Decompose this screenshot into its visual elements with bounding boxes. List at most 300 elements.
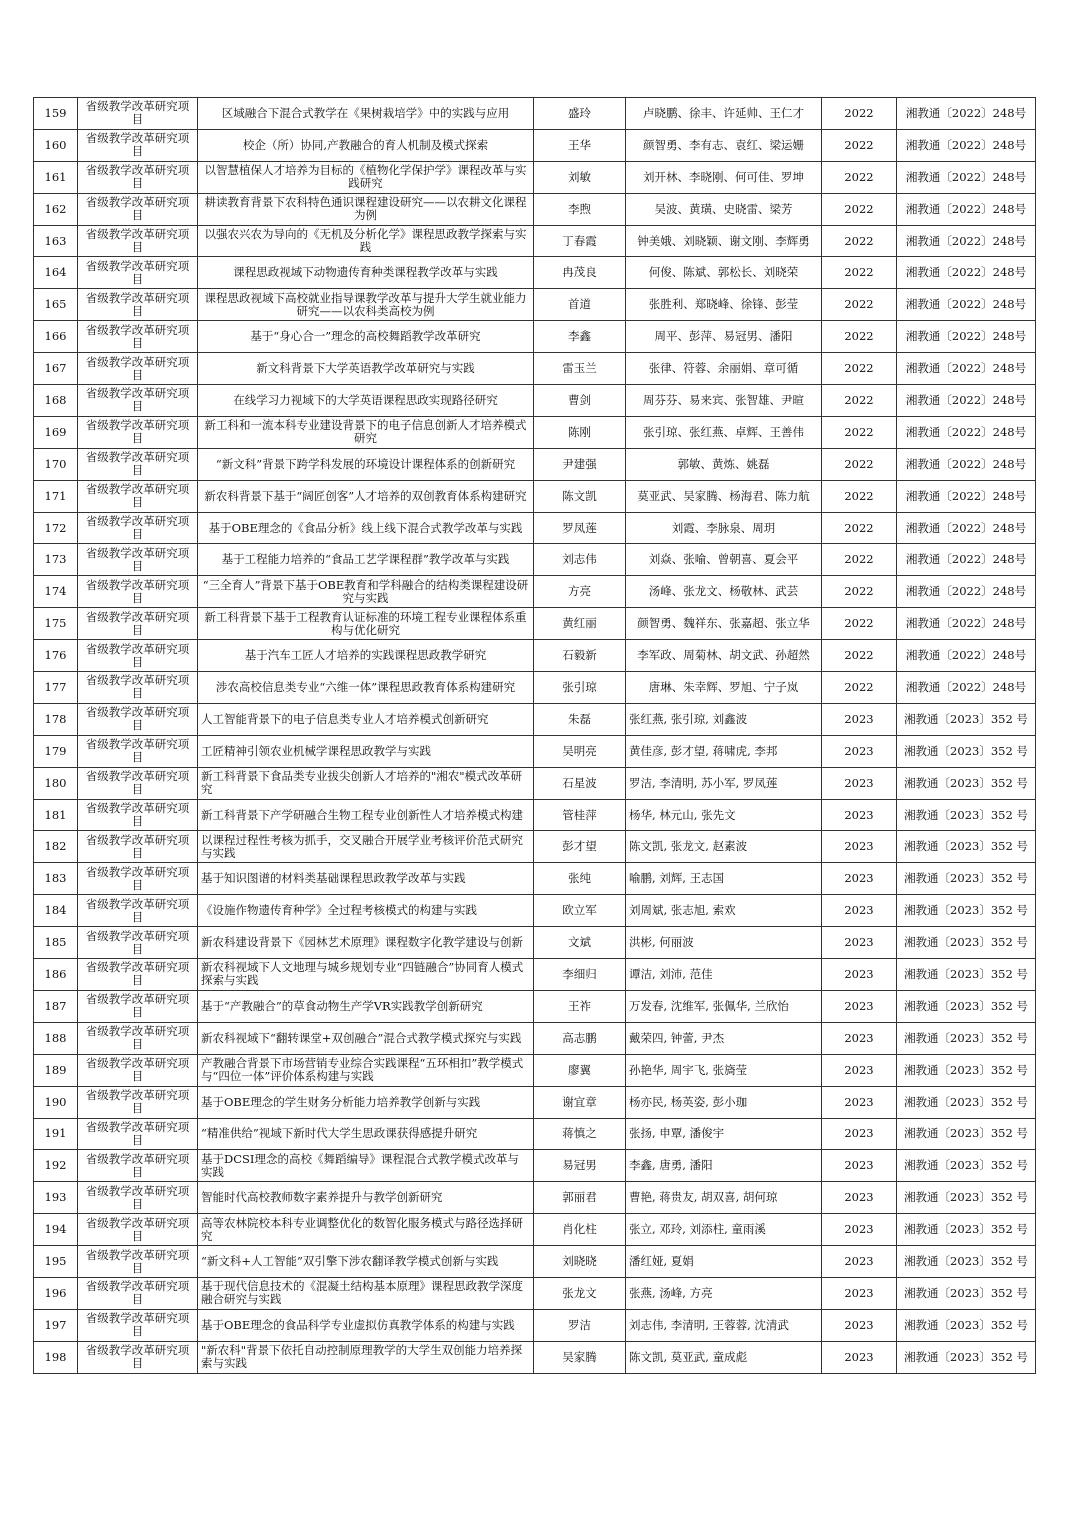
project-members: 李鑫, 唐勇, 潘阳 xyxy=(626,1150,822,1182)
project-leader: 张龙文 xyxy=(534,1277,626,1309)
document-number: 湘教通〔2023〕352 号 xyxy=(897,1214,1036,1246)
row-number: 171 xyxy=(34,480,78,512)
project-members: 郭敏、黄炼、姚磊 xyxy=(626,448,822,480)
project-leader: 方亮 xyxy=(534,576,626,608)
project-members: 周芬芬、易来宾、张智雄、尹暄 xyxy=(626,385,822,417)
project-title: "新农科"背景下依托自动控制原理教学的大学生双创能力培养探索与实践 xyxy=(198,1341,534,1373)
approval-year: 2023 xyxy=(822,1150,897,1182)
project-title: 人工智能背景下的电子信息类专业人才培养模式创新研究 xyxy=(198,703,534,735)
row-number: 193 xyxy=(34,1182,78,1214)
project-category: 省级教学改革研究项目 xyxy=(78,831,198,863)
row-number: 186 xyxy=(34,959,78,991)
table-row xyxy=(34,129,1036,161)
table-row xyxy=(34,1277,1036,1309)
row-number: 170 xyxy=(34,448,78,480)
project-members: 张立, 邓玲, 刘添柱, 童雨溪 xyxy=(626,1214,822,1246)
table-row xyxy=(34,735,1036,767)
approval-year: 2022 xyxy=(822,512,897,544)
table-row xyxy=(34,512,1036,544)
document-number: 湘教通〔2023〕352 号 xyxy=(897,1341,1036,1373)
row-number: 169 xyxy=(34,416,78,448)
project-members: 张引琼、张红燕、卓辉、王善伟 xyxy=(626,416,822,448)
table-row xyxy=(34,1022,1036,1054)
project-category: 省级教学改革研究项目 xyxy=(78,895,198,927)
project-leader: 文斌 xyxy=(534,927,626,959)
row-number: 196 xyxy=(34,1277,78,1309)
project-title: 基于工程能力培养的“食品工艺学课程群”教学改革与实践 xyxy=(198,544,534,576)
project-members: 周平、彭萍、易冠男、潘阳 xyxy=(626,321,822,353)
project-title: 课程思政视域下动物遗传育种类课程教学改革与实践 xyxy=(198,257,534,289)
row-number: 187 xyxy=(34,990,78,1022)
project-category: 省级教学改革研究项目 xyxy=(78,1150,198,1182)
document-number: 湘教通〔2022〕248号 xyxy=(897,161,1036,193)
row-number: 181 xyxy=(34,799,78,831)
project-members: 颜智勇、魏祥东、张嘉超、张立华 xyxy=(626,608,822,640)
project-category: 省级教学改革研究项目 xyxy=(78,289,198,321)
approval-year: 2022 xyxy=(822,353,897,385)
project-title: 基于OBE理念的《食品分析》线上线下混合式教学改革与实践 xyxy=(198,512,534,544)
table-row xyxy=(34,1341,1036,1373)
table-row xyxy=(34,1214,1036,1246)
table-row xyxy=(34,257,1036,289)
approval-year: 2023 xyxy=(822,767,897,799)
document-number: 湘教通〔2023〕352 号 xyxy=(897,767,1036,799)
project-category: 省级教学改革研究项目 xyxy=(78,608,198,640)
project-members: 潘红娅, 夏娟 xyxy=(626,1246,822,1278)
project-category: 省级教学改革研究项目 xyxy=(78,1118,198,1150)
project-leader: 李鑫 xyxy=(534,321,626,353)
project-leader: 李细归 xyxy=(534,959,626,991)
project-title: “新文科”背景下跨学科发展的环境设计课程体系的创新研究 xyxy=(198,448,534,480)
project-members: 万发春, 沈维军, 张佩华, 兰欣怡 xyxy=(626,990,822,1022)
project-category: 省级教学改革研究项目 xyxy=(78,98,198,130)
project-title: 以智慧植保人才培养为目标的《植物化学保护学》课程改革与实践研究 xyxy=(198,161,534,193)
row-number: 188 xyxy=(34,1022,78,1054)
project-members: 陈文凯, 张龙文, 赵素波 xyxy=(626,831,822,863)
row-number: 162 xyxy=(34,193,78,225)
document-number: 湘教通〔2023〕352 号 xyxy=(897,927,1036,959)
document-number: 湘教通〔2023〕352 号 xyxy=(897,1022,1036,1054)
project-title: 基于“产教融合”的草食动物生产学VR实践教学创新研究 xyxy=(198,990,534,1022)
project-title: 新工科背景下产学研融合生物工程专业创新性人才培养模式构建 xyxy=(198,799,534,831)
approval-year: 2023 xyxy=(822,895,897,927)
project-leader: 管桂萍 xyxy=(534,799,626,831)
row-number: 165 xyxy=(34,289,78,321)
project-members: 李军政、周菊林、胡文武、孙超然 xyxy=(626,640,822,672)
project-members: 卢晓鹏、徐丰、许延帅、王仁才 xyxy=(626,98,822,130)
project-members: 吴波、黄璜、史晓雷、梁芳 xyxy=(626,193,822,225)
project-title: 新农科视域下人文地理与城乡规划专业“四链融合”协同育人模式探索与实践 xyxy=(198,959,534,991)
project-leader: 尹建强 xyxy=(534,448,626,480)
project-category: 省级教学改革研究项目 xyxy=(78,385,198,417)
table-row xyxy=(34,416,1036,448)
document-number: 湘教通〔2022〕248号 xyxy=(897,321,1036,353)
project-title: 新农科建设背景下《园林艺术原理》课程数字化教学建设与创新 xyxy=(198,927,534,959)
project-leader: 首道 xyxy=(534,289,626,321)
project-leader: 李煦 xyxy=(534,193,626,225)
document-number: 湘教通〔2023〕352 号 xyxy=(897,1086,1036,1118)
project-members: 曹艳, 蒋贵友, 胡双喜, 胡何琼 xyxy=(626,1182,822,1214)
row-number: 166 xyxy=(34,321,78,353)
project-category: 省级教学改革研究项目 xyxy=(78,767,198,799)
approval-year: 2023 xyxy=(822,735,897,767)
project-title: 基于现代信息技术的《混凝土结构基本原理》课程思政教学深度融合研究与实践 xyxy=(198,1277,534,1309)
approval-year: 2022 xyxy=(822,416,897,448)
project-members: 孙艳华, 周宇飞, 张旖莹 xyxy=(626,1054,822,1086)
document-number: 湘教通〔2022〕248号 xyxy=(897,225,1036,257)
row-number: 160 xyxy=(34,129,78,161)
table-row xyxy=(34,895,1036,927)
row-number: 163 xyxy=(34,225,78,257)
approval-year: 2022 xyxy=(822,448,897,480)
approval-year: 2022 xyxy=(822,544,897,576)
approval-year: 2022 xyxy=(822,129,897,161)
project-members: 张红燕, 张引琼, 刘鑫波 xyxy=(626,703,822,735)
project-title: 新工科背景下基于工程教育认证标准的环境工程专业课程体系重构与优化研究 xyxy=(198,608,534,640)
document-number: 湘教通〔2023〕352 号 xyxy=(897,863,1036,895)
document-number: 湘教通〔2022〕248号 xyxy=(897,544,1036,576)
project-leader: 蒋慎之 xyxy=(534,1118,626,1150)
table-row xyxy=(34,225,1036,257)
project-leader: 郭丽君 xyxy=(534,1182,626,1214)
project-members: 戴荣四, 钟蕾, 尹杰 xyxy=(626,1022,822,1054)
table-row xyxy=(34,385,1036,417)
project-leader: 易冠男 xyxy=(534,1150,626,1182)
document-number: 湘教通〔2023〕352 号 xyxy=(897,1054,1036,1086)
project-members: 刘焱、张喻、曾朝喜、夏会平 xyxy=(626,544,822,576)
document-number: 湘教通〔2023〕352 号 xyxy=(897,1309,1036,1341)
table-row xyxy=(34,703,1036,735)
project-members: 刘霞、李脉泉、周玥 xyxy=(626,512,822,544)
row-number: 176 xyxy=(34,640,78,672)
project-category: 省级教学改革研究项目 xyxy=(78,959,198,991)
table-row xyxy=(34,544,1036,576)
project-leader: 肖化柱 xyxy=(534,1214,626,1246)
row-number: 168 xyxy=(34,385,78,417)
project-category: 省级教学改革研究项目 xyxy=(78,1277,198,1309)
project-title: 课程思政视域下高校就业指导课教学改革与提升大学生就业能力研究——以农科类高校为例 xyxy=(198,289,534,321)
approval-year: 2023 xyxy=(822,927,897,959)
project-members: 刘周斌, 张志旭, 索欢 xyxy=(626,895,822,927)
document-number: 湘教通〔2022〕248号 xyxy=(897,672,1036,704)
project-category: 省级教学改革研究项目 xyxy=(78,321,198,353)
project-title: “三全育人”背景下基于OBE教育和学科融合的结构类课程建设研究与实践 xyxy=(198,576,534,608)
document-number: 湘教通〔2023〕352 号 xyxy=(897,959,1036,991)
table-row xyxy=(34,1309,1036,1341)
project-title: 区域融合下混合式教学在《果树栽培学》中的实践与应用 xyxy=(198,98,534,130)
table-row xyxy=(34,608,1036,640)
project-members: 陈文凯, 莫亚武, 童成彪 xyxy=(626,1341,822,1373)
project-leader: 雷玉兰 xyxy=(534,353,626,385)
document-number: 湘教通〔2023〕352 号 xyxy=(897,735,1036,767)
project-members: 张律、符蓉、余丽娟、章可循 xyxy=(626,353,822,385)
document-number: 湘教通〔2023〕352 号 xyxy=(897,1182,1036,1214)
project-title: 新工科和一流本科专业建设背景下的电子信息创新人才培养模式研究 xyxy=(198,416,534,448)
project-leader: 朱磊 xyxy=(534,703,626,735)
project-category: 省级教学改革研究项目 xyxy=(78,672,198,704)
project-title: 新工科背景下食品类专业拔尖创新人才培养的"湘农"模式改革研究 xyxy=(198,767,534,799)
row-number: 182 xyxy=(34,831,78,863)
project-category: 省级教学改革研究项目 xyxy=(78,1214,198,1246)
project-members: 钟美娥、刘晓颖、谢文刚、李辉勇 xyxy=(626,225,822,257)
row-number: 180 xyxy=(34,767,78,799)
approval-year: 2023 xyxy=(822,1309,897,1341)
row-number: 184 xyxy=(34,895,78,927)
table-row xyxy=(34,927,1036,959)
row-number: 189 xyxy=(34,1054,78,1086)
project-leader: 谢宜章 xyxy=(534,1086,626,1118)
document-number: 湘教通〔2023〕352 号 xyxy=(897,1150,1036,1182)
document-number: 湘教通〔2022〕248号 xyxy=(897,98,1036,130)
project-title: 《设施作物遗传育种学》全过程考核模式的构建与实践 xyxy=(198,895,534,927)
project-category: 省级教学改革研究项目 xyxy=(78,193,198,225)
project-leader: 刘志伟 xyxy=(534,544,626,576)
project-title: 基于汽车工匠人才培养的实践课程思政教学研究 xyxy=(198,640,534,672)
table-row xyxy=(34,1054,1036,1086)
project-title: 新农科背景下基于“阔匠创客”人才培养的双创教育体系构建研究 xyxy=(198,480,534,512)
document-number: 湘教通〔2022〕248号 xyxy=(897,512,1036,544)
table-row xyxy=(34,1182,1036,1214)
project-category: 省级教学改革研究项目 xyxy=(78,1182,198,1214)
project-title: 涉农高校信息类专业“六维一体”课程思政教育体系构建研究 xyxy=(198,672,534,704)
project-members: 刘志伟, 李清明, 王蓉蓉, 沈清武 xyxy=(626,1309,822,1341)
project-leader: 冉茂良 xyxy=(534,257,626,289)
project-category: 省级教学改革研究项目 xyxy=(78,576,198,608)
table-row xyxy=(34,1246,1036,1278)
document-number: 湘教通〔2023〕352 号 xyxy=(897,799,1036,831)
project-leader: 石毅新 xyxy=(534,640,626,672)
project-table xyxy=(33,97,1036,1374)
approval-year: 2023 xyxy=(822,1341,897,1373)
approval-year: 2023 xyxy=(822,799,897,831)
table-row xyxy=(34,289,1036,321)
project-leader: 张引琼 xyxy=(534,672,626,704)
table-row xyxy=(34,799,1036,831)
project-category: 省级教学改革研究项目 xyxy=(78,1309,198,1341)
project-members: 黄佳彦, 彭才望, 蒋啸虎, 李邦 xyxy=(626,735,822,767)
table-row xyxy=(34,161,1036,193)
project-title: 新文科背景下大学英语教学改革研究与实践 xyxy=(198,353,534,385)
project-members: 杨华, 林元山, 张先文 xyxy=(626,799,822,831)
project-category: 省级教学改革研究项目 xyxy=(78,1022,198,1054)
project-category: 省级教学改革研究项目 xyxy=(78,512,198,544)
table-row xyxy=(34,193,1036,225)
project-category: 省级教学改革研究项目 xyxy=(78,225,198,257)
project-title: 基于OBE理念的食品科学专业虚拟仿真教学体系的构建与实践 xyxy=(198,1309,534,1341)
project-leader: 欧立军 xyxy=(534,895,626,927)
project-leader: 廖翼 xyxy=(534,1054,626,1086)
table-row xyxy=(34,576,1036,608)
document-number: 湘教通〔2022〕248号 xyxy=(897,608,1036,640)
project-title: “精准供给”视域下新时代大学生思政课获得感提升研究 xyxy=(198,1118,534,1150)
row-number: 194 xyxy=(34,1214,78,1246)
approval-year: 2022 xyxy=(822,576,897,608)
approval-year: 2023 xyxy=(822,1182,897,1214)
row-number: 175 xyxy=(34,608,78,640)
document-number: 湘教通〔2023〕352 号 xyxy=(897,831,1036,863)
project-title: 智能时代高校教师数字素养提升与教学创新研究 xyxy=(198,1182,534,1214)
project-category: 省级教学改革研究项目 xyxy=(78,1246,198,1278)
project-title: 产教融合背景下市场营销专业综合实践课程“五环相扣”教学模式与“四位一体”评价体系构建与实践 xyxy=(198,1054,534,1086)
project-category: 省级教学改革研究项目 xyxy=(78,257,198,289)
approval-year: 2023 xyxy=(822,990,897,1022)
project-leader: 彭才望 xyxy=(534,831,626,863)
table-row xyxy=(34,863,1036,895)
approval-year: 2023 xyxy=(822,1022,897,1054)
table-row xyxy=(34,990,1036,1022)
table-row xyxy=(34,480,1036,512)
project-category: 省级教学改革研究项目 xyxy=(78,1341,198,1373)
project-members: 喻鹏, 刘辉, 王志国 xyxy=(626,863,822,895)
row-number: 178 xyxy=(34,703,78,735)
project-members: 何俊、陈斌、郭松长、刘晓荣 xyxy=(626,257,822,289)
project-title: 基于OBE理念的学生财务分析能力培养教学创新与实践 xyxy=(198,1086,534,1118)
project-members: 张扬, 申覃, 潘俊宇 xyxy=(626,1118,822,1150)
document-number: 湘教通〔2023〕352 号 xyxy=(897,990,1036,1022)
row-number: 173 xyxy=(34,544,78,576)
document-number: 湘教通〔2022〕248号 xyxy=(897,289,1036,321)
project-title: 基于“身心合一”理念的高校舞蹈教学改革研究 xyxy=(198,321,534,353)
row-number: 197 xyxy=(34,1309,78,1341)
project-title: 在线学习力视域下的大学英语课程思政实现路径研究 xyxy=(198,385,534,417)
table-row xyxy=(34,672,1036,704)
project-members: 谭洁, 刘沛, 范佳 xyxy=(626,959,822,991)
project-title: 高等农林院校本科专业调整优化的数智化服务模式与路径选择研究 xyxy=(198,1214,534,1246)
project-members: 汤峰、张龙文、杨敬林、武芸 xyxy=(626,576,822,608)
approval-year: 2022 xyxy=(822,193,897,225)
table-row xyxy=(34,1118,1036,1150)
document-number: 湘教通〔2022〕248号 xyxy=(897,416,1036,448)
project-category: 省级教学改革研究项目 xyxy=(78,161,198,193)
project-category: 省级教学改革研究项目 xyxy=(78,416,198,448)
document-number: 湘教通〔2023〕352 号 xyxy=(897,1277,1036,1309)
project-members: 杨亦民, 杨英姿, 彭小珈 xyxy=(626,1086,822,1118)
project-title: 工匠精神引领农业机械学课程思政教学与实践 xyxy=(198,735,534,767)
approval-year: 2022 xyxy=(822,480,897,512)
project-members: 张燕, 汤峰, 方亮 xyxy=(626,1277,822,1309)
project-leader: 曹剑 xyxy=(534,385,626,417)
document-number: 湘教通〔2022〕248号 xyxy=(897,640,1036,672)
project-members: 罗洁, 李清明, 苏小军, 罗凤莲 xyxy=(626,767,822,799)
project-title: 新农科视域下“翻转课堂+双创融合”混合式教学模式探究与实践 xyxy=(198,1022,534,1054)
approval-year: 2022 xyxy=(822,321,897,353)
document-number: 湘教通〔2022〕248号 xyxy=(897,480,1036,512)
approval-year: 2022 xyxy=(822,672,897,704)
project-leader: 吴家腾 xyxy=(534,1341,626,1373)
project-leader: 吴明亮 xyxy=(534,735,626,767)
approval-year: 2022 xyxy=(822,257,897,289)
row-number: 192 xyxy=(34,1150,78,1182)
project-members: 洪彬, 何丽波 xyxy=(626,927,822,959)
project-category: 省级教学改革研究项目 xyxy=(78,448,198,480)
project-leader: 刘晓晓 xyxy=(534,1246,626,1278)
project-category: 省级教学改革研究项目 xyxy=(78,129,198,161)
table-row xyxy=(34,448,1036,480)
project-leader: 张纯 xyxy=(534,863,626,895)
row-number: 161 xyxy=(34,161,78,193)
approval-year: 2022 xyxy=(822,161,897,193)
approval-year: 2022 xyxy=(822,98,897,130)
row-number: 177 xyxy=(34,672,78,704)
project-category: 省级教学改革研究项目 xyxy=(78,927,198,959)
document-number: 湘教通〔2022〕248号 xyxy=(897,129,1036,161)
row-number: 179 xyxy=(34,735,78,767)
document-number: 湘教通〔2023〕352 号 xyxy=(897,703,1036,735)
project-category: 省级教学改革研究项目 xyxy=(78,1086,198,1118)
document-number: 湘教通〔2022〕248号 xyxy=(897,353,1036,385)
project-category: 省级教学改革研究项目 xyxy=(78,353,198,385)
table-row xyxy=(34,353,1036,385)
project-leader: 刘敏 xyxy=(534,161,626,193)
row-number: 183 xyxy=(34,863,78,895)
project-leader: 盛玲 xyxy=(534,98,626,130)
approval-year: 2023 xyxy=(822,831,897,863)
approval-year: 2023 xyxy=(822,1086,897,1118)
project-leader: 王祚 xyxy=(534,990,626,1022)
table-row xyxy=(34,959,1036,991)
document-number: 湘教通〔2022〕248号 xyxy=(897,257,1036,289)
project-members: 唐琳、朱幸辉、罗旭、宁子岚 xyxy=(626,672,822,704)
document-number: 湘教通〔2023〕352 号 xyxy=(897,895,1036,927)
document-number: 湘教通〔2023〕352 号 xyxy=(897,1246,1036,1278)
approval-year: 2022 xyxy=(822,640,897,672)
project-members: 莫亚武、吴家腾、杨海君、陈力航 xyxy=(626,480,822,512)
approval-year: 2022 xyxy=(822,385,897,417)
row-number: 190 xyxy=(34,1086,78,1118)
row-number: 164 xyxy=(34,257,78,289)
document-number: 湘教通〔2022〕248号 xyxy=(897,193,1036,225)
project-leader: 罗凤莲 xyxy=(534,512,626,544)
project-title: 基于知识图谱的材料类基础课程思政教学改革与实践 xyxy=(198,863,534,895)
project-category: 省级教学改革研究项目 xyxy=(78,640,198,672)
project-category: 省级教学改革研究项目 xyxy=(78,544,198,576)
approval-year: 2023 xyxy=(822,1214,897,1246)
project-leader: 陈文凯 xyxy=(534,480,626,512)
project-title: 校企（所）协同,产教融合的育人机制及模式探索 xyxy=(198,129,534,161)
approval-year: 2022 xyxy=(822,289,897,321)
approval-year: 2022 xyxy=(822,608,897,640)
approval-year: 2023 xyxy=(822,1118,897,1150)
document-number: 湘教通〔2022〕248号 xyxy=(897,576,1036,608)
table-row xyxy=(34,1150,1036,1182)
project-category: 省级教学改革研究项目 xyxy=(78,480,198,512)
row-number: 159 xyxy=(34,98,78,130)
project-category: 省级教学改革研究项目 xyxy=(78,735,198,767)
row-number: 174 xyxy=(34,576,78,608)
table-row xyxy=(34,767,1036,799)
project-leader: 罗洁 xyxy=(534,1309,626,1341)
row-number: 191 xyxy=(34,1118,78,1150)
row-number: 185 xyxy=(34,927,78,959)
project-leader: 黄红丽 xyxy=(534,608,626,640)
project-category: 省级教学改革研究项目 xyxy=(78,990,198,1022)
row-number: 198 xyxy=(34,1341,78,1373)
project-members: 颜智勇、李有志、袁红、梁运姗 xyxy=(626,129,822,161)
project-category: 省级教学改革研究项目 xyxy=(78,799,198,831)
project-title: 耕读教育背景下农科特色通识课程建设研究——以农耕文化课程为例 xyxy=(198,193,534,225)
project-title: 以课程过程性考核为抓手，交叉融合开展学业考核评价范式研究与实践 xyxy=(198,831,534,863)
project-category: 省级教学改革研究项目 xyxy=(78,863,198,895)
row-number: 195 xyxy=(34,1246,78,1278)
project-category: 省级教学改革研究项目 xyxy=(78,703,198,735)
row-number: 172 xyxy=(34,512,78,544)
project-leader: 石星波 xyxy=(534,767,626,799)
document-number: 湘教通〔2022〕248号 xyxy=(897,448,1036,480)
project-title: 以强农兴农为导向的《无机及分析化学》课程思政教学探索与实践 xyxy=(198,225,534,257)
approval-year: 2023 xyxy=(822,863,897,895)
project-members: 张胜利、郑晓峰、徐锋、彭莹 xyxy=(626,289,822,321)
project-title: “新文科+人工智能”双引擎下涉农翻译教学模式创新与实践 xyxy=(198,1246,534,1278)
